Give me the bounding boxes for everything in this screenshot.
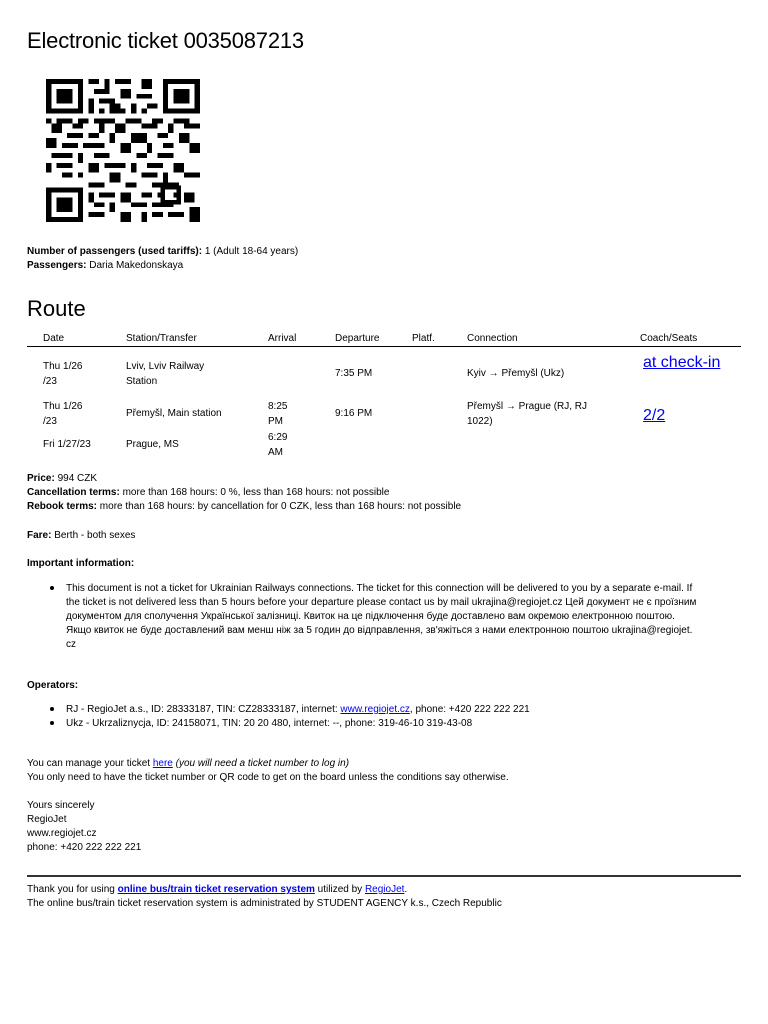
footer-thanks-text: Thank you for using (27, 884, 118, 895)
price-label: Price: (27, 473, 55, 484)
important-line-2: the ticket is not delivered less than 5 hours before your departure please contact us by mail ukrajina@regiojet.cz Цей документ не є проїзним (66, 597, 697, 608)
col-platform: Platf. (412, 333, 435, 344)
cancellation-value: more than 168 hours: 0 %, less than 168 hours: not possible (122, 487, 390, 498)
table-row-1-seats-link[interactable]: at check-in (643, 354, 721, 371)
signature-website: www.regiojet.cz (27, 828, 97, 839)
manage-ticket-note: (you will need a ticket number to log in) (175, 758, 350, 769)
footer-middle-text: utilized by (314, 884, 365, 895)
important-line-5: cz (66, 639, 76, 650)
price (27, 472, 97, 486)
table-row-2-arrival: 8:25 PM (268, 401, 288, 427)
table-row-3-arrival: 6:29 AM (268, 432, 288, 458)
page-title: Electronic ticket 0035087213 (27, 28, 304, 53)
table-row-2-departure: 9:16 PM (335, 408, 373, 419)
operator-ukz: Ukz - Ukrzaliznycja, ID: 24158071, TIN: 20 20 480, internet: --, phone: 319-46-10 319-43-08 (66, 718, 473, 729)
operator-rj (66, 703, 530, 717)
operator-rj-website-link[interactable]: www.regiojet.cz (340, 704, 410, 715)
bullet-icon (50, 586, 54, 590)
bullet-icon (50, 707, 54, 711)
important-line-1: This document is not a ticket for Ukrainian Railways connections. The ticket for this connection will be delivered to you by a separate e-mail. If (66, 583, 693, 594)
table-row-1-connection: Kyiv → Přemyšl (Ukz) (467, 368, 565, 379)
passenger-names (27, 259, 183, 273)
table-row-1-station: Lviv, Lviv Railway Station (126, 361, 205, 387)
col-station: Station/Transfer (126, 333, 197, 344)
reservation-system-link[interactable]: online bus/train ticket reservation system (117, 884, 315, 895)
boarding-note: You only need to have the ticket number or QR code to get on the board unless the conditions say otherwise. (27, 772, 509, 783)
footer-admin-note: The online bus/train ticket reservation system is administrated by STUDENT AGENCY k.s., Czech Republic (27, 898, 502, 909)
regiojet-link[interactable]: RegioJet (364, 884, 405, 895)
footer-divider (27, 875, 741, 877)
manage-ticket-text: You can manage your ticket (27, 758, 153, 769)
passenger-count-label: Number of passengers (used tariffs): (27, 246, 203, 257)
table-row-1-departure: 7:35 PM (335, 368, 373, 379)
signature-company: RegioJet (27, 814, 67, 825)
passenger-count (27, 245, 298, 259)
table-row-2-date: Thu 1/26 /23 (43, 401, 83, 427)
footer-end: . (404, 884, 408, 895)
cancellation-terms (27, 486, 389, 500)
important-line-3: документом для сполучення Української залізниці. Квиток на це підключення буде доставлено вам окремою електронною поштою. (66, 611, 675, 622)
col-seats: Coach/Seats (640, 333, 698, 344)
important-text (66, 582, 738, 652)
rebook-label: Rebook terms: (27, 501, 98, 512)
passenger-names-label: Passengers: (27, 260, 87, 271)
col-departure: Departure (335, 333, 380, 344)
manage-ticket (27, 757, 349, 771)
price-value: 994 CZK (57, 473, 98, 484)
route-heading: Route (27, 296, 86, 321)
bullet-icon (50, 721, 54, 725)
operator-rj-text: RJ - RegioJet a.s., ID: 28333187, TIN: CZ28333187, internet: (66, 704, 341, 715)
passenger-count-value: 1 (Adult 18-64 years) (204, 246, 299, 257)
important-heading: Important information: (27, 558, 135, 569)
table-row-3-date: Fri 1/27/23 (43, 439, 91, 450)
fare-label: Fare: (27, 530, 52, 541)
manage-ticket-link[interactable]: here (152, 758, 173, 769)
operators-heading: Operators: (27, 680, 79, 691)
fare-value: Berth - both sexes (54, 530, 136, 541)
table-header-divider (27, 346, 741, 347)
rebook-value: more than 168 hours: by cancellation for 0 CZK, less than 168 hours: not possible (99, 501, 462, 512)
table-row-2-seats-link[interactable]: 2/2 (643, 407, 666, 424)
fare (27, 529, 135, 543)
cancellation-label: Cancellation terms: (27, 487, 120, 498)
rebook-terms (27, 500, 461, 514)
table-row-1-date: Thu 1/26 /23 (43, 361, 83, 387)
table-row-2-connection: Přemyšl → Prague (RJ, RJ 1022) (467, 401, 588, 427)
signature (27, 799, 141, 855)
table-row-2-station: Přemyšl, Main station (126, 408, 222, 419)
col-connection: Connection (467, 333, 518, 344)
qr-code (46, 79, 200, 222)
signature-phone: phone: +420 222 222 221 (27, 842, 142, 853)
signature-greeting: Yours sincerely (27, 800, 95, 811)
footer-thanks (27, 883, 407, 897)
col-arrival: Arrival (268, 333, 297, 344)
passenger-names-value: Daria Makedonskaya (89, 260, 184, 271)
table-row-3-station: Prague, MS (126, 439, 179, 450)
col-date: Date (43, 333, 65, 344)
operator-rj-phone: , phone: +420 222 222 221 (409, 704, 530, 715)
important-line-4: Якщо квиток не буде доставлений вам менш ніж за 5 годин до відправлення, зв'яжіться з нами електронною поштою ukrajina@regiojet. (66, 625, 693, 636)
